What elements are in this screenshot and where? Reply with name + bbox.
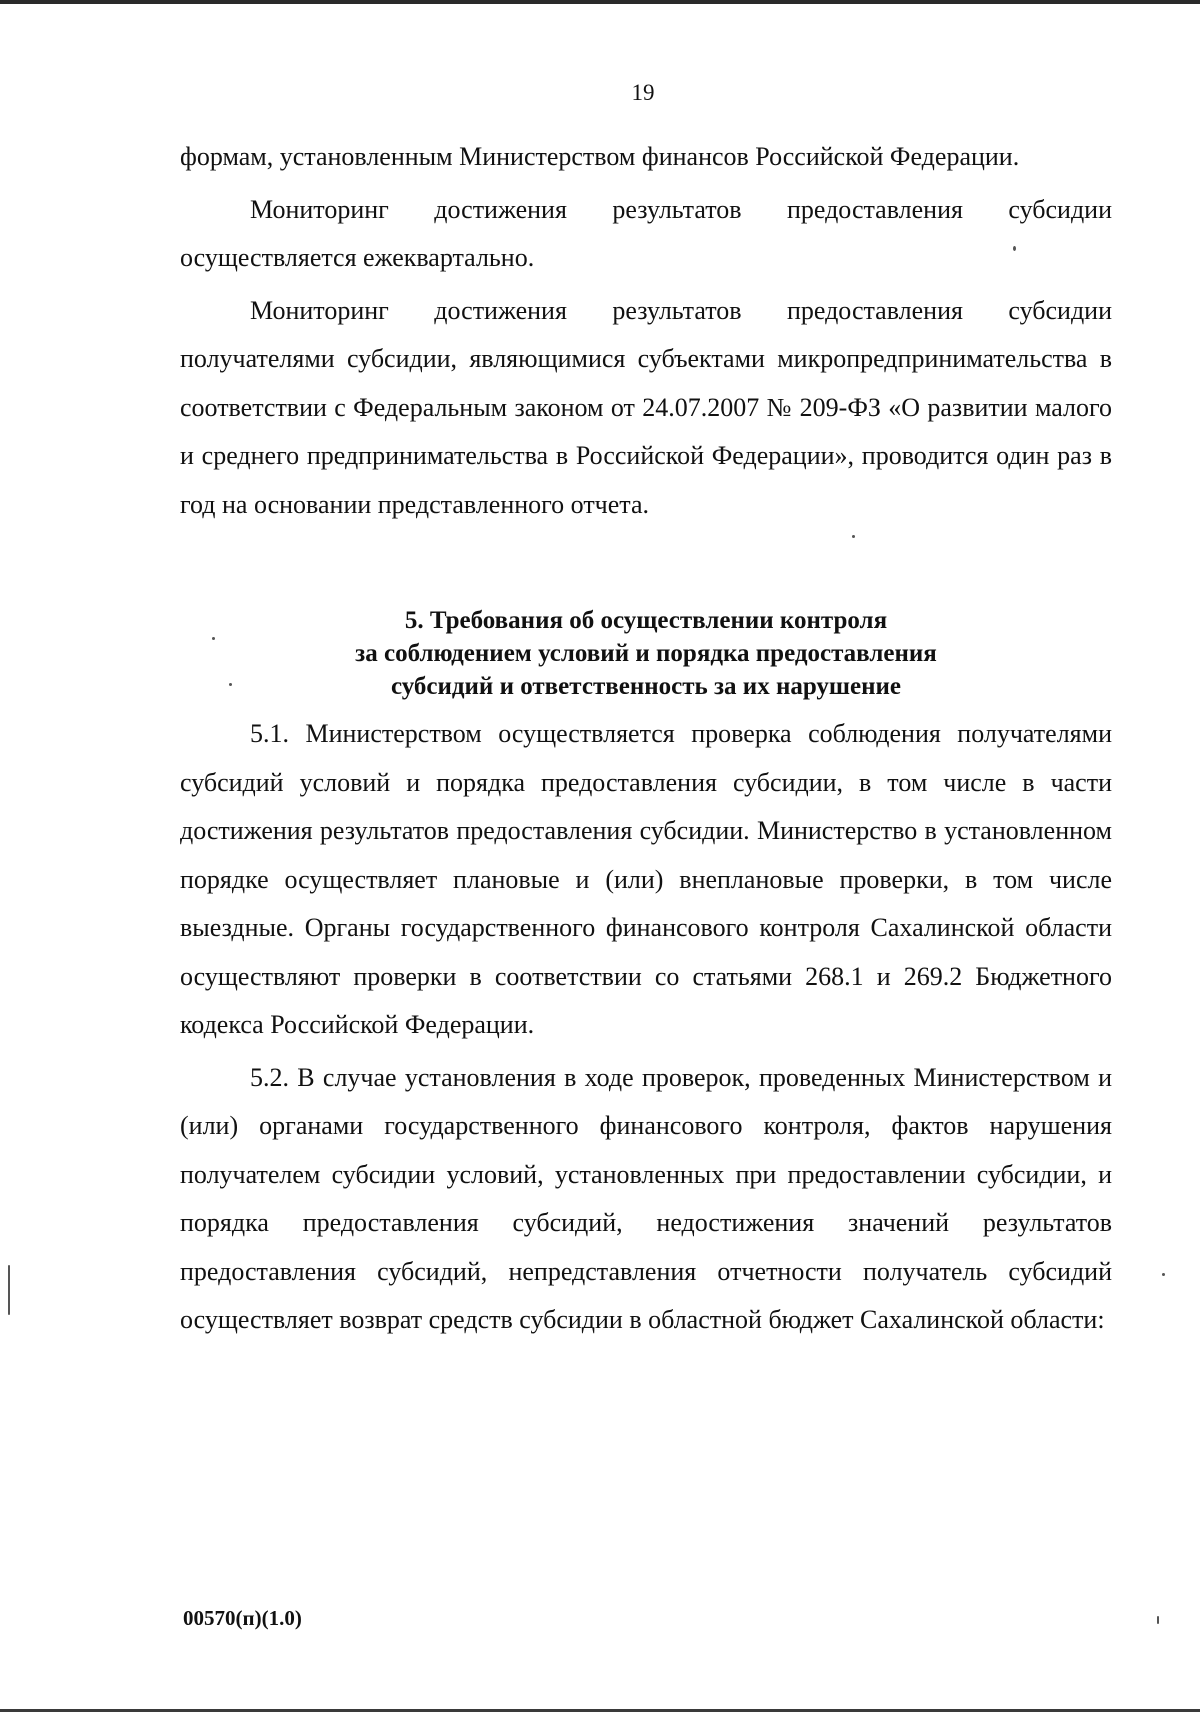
bottom-text-block [180,710,1112,1345]
top-text-block [180,133,1112,529]
section-heading-line-3: субсидий и ответственность за их нарушение [390,673,902,700]
paragraph-continuation: формам, установленным Министерством финансов Российской Федерации. [180,142,1020,171]
paragraph-monitoring-annual: Мониторинг достижения результатов предоставления субсидии получателями субсидии, являющимися субъектами микропредпринимательства в соответствии с Федеральным законом от 24.07.2007 № 209-ФЗ «О развитии малого и среднего предпринимательства в Российской Федерации», проводится один раз в год на основании представленного отчета. [180,295,1112,519]
section-heading [180,604,1112,703]
scan-speck [1162,1273,1165,1276]
scan-speck [852,535,855,538]
scan-speck [229,683,232,686]
paragraph-5-1: 5.1. Министерством осуществляется проверка соблюдения получателями субсидий условий и порядка предоставления субсидии, в том числе в части достижения результатов предоставления субсидии. Министерство в установленном порядке осуществляет плановые и (или) внеплановые проверки, в том числе выездные. Органы государственного финансового контроля Сахалинской области осуществляют проверки в соответствии со статьями 268.1 и 269.2 Бюджетного кодекса Российской Федерации. [180,719,1112,1039]
scan-top-edge [0,0,1200,4]
paragraph-5-2: 5.2. В случае установления в ходе проверок, проведенных Министерством и (или) органами государственного финансового контроля, фактов нарушения получателем субсидии условий, установленных при предоставлении субсидии, и порядка предоставления субсидий, недостижения значений результатов предоставления субсидий, непредставления отчетности получатель субсидий осуществляет возврат средств субсидии в областной бюджет Сахалинской области: [180,1062,1112,1334]
scan-speck [8,1265,10,1315]
scan-speck [212,637,215,640]
section-heading-line-2: за соблюдением условий и порядка предоставления [355,640,937,667]
document-code: 00570(п)(1.0) [183,1606,302,1630]
scan-bottom-edge [0,1709,1200,1712]
section-heading-line-1: 5. Требования об осуществлении контроля [404,607,888,634]
paragraph-monitoring-quarterly: Мониторинг достижения результатов предоставления субсидии осуществляется ежеквартально. [180,194,1112,272]
scan-speck [1157,1616,1159,1624]
page-number: 19 [631,80,655,105]
scan-speck [1013,246,1016,251]
